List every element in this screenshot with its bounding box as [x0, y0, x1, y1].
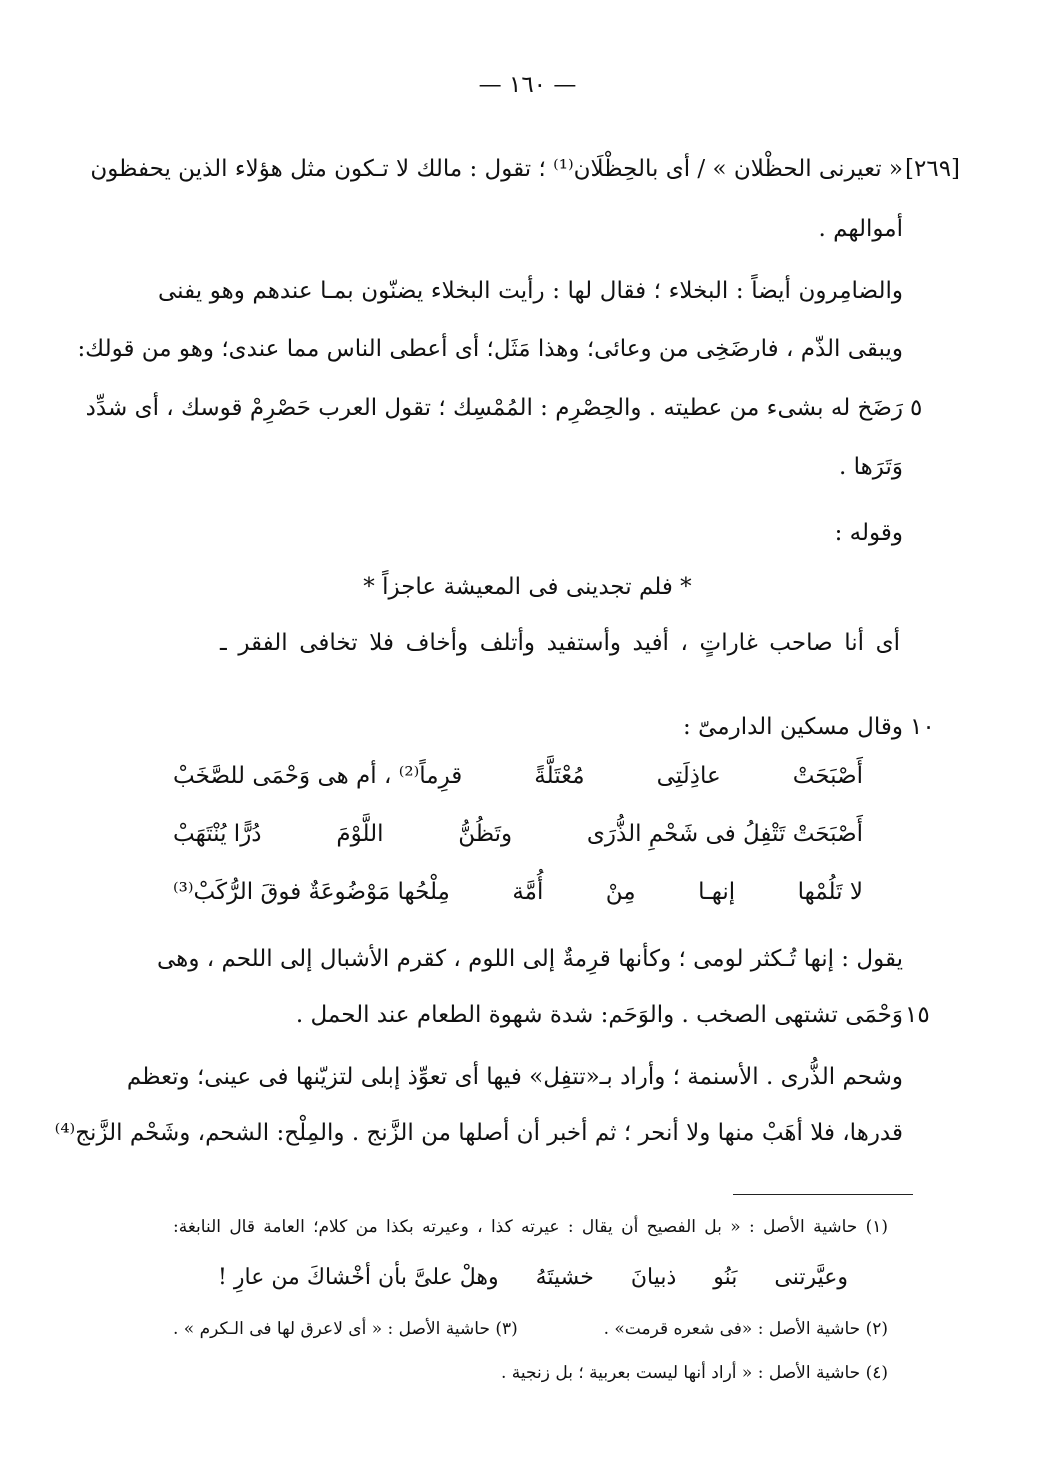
verse-word: مِنْ [605, 879, 636, 905]
poem-intro: وقال مسكين الدارمىّ : [683, 714, 903, 740]
quoted-hemistich: * فلم تجدينى فى المعيشة عاجزاً * [363, 574, 692, 600]
footnote-2-3 [173, 1312, 888, 1346]
verse-word: مِلْحُها مَوْضُوعَةٌ فوقَ الرُّكَبْ⁽³⁾ [173, 879, 450, 905]
page-number: — ١٦٠ — [478, 72, 577, 98]
poem-verse-3 [173, 868, 863, 916]
verse-word: قرِماً⁽²⁾ ، أم هى وَحْمَى للصَّخَبْ [173, 763, 463, 789]
poem-verse-2 [173, 810, 863, 858]
commentary-line-3: وشحم الذُّرى . الأسنمة ؛ وأراد بـ«تتفِل» فيها أى تعوِّذ إبلى لتزيّنها فى عينى؛ وتعظم [126, 1064, 903, 1090]
commentary-line-1: يقول : إنها تُـكثر لومى ؛ وكأنها قرِمةٌ إلى اللوم ، كقرم الأشبال إلى اللحم ، وهى [157, 946, 903, 972]
verse-word: خشيتَهُ [535, 1265, 594, 1290]
commentary-line-4: قدرها، فلا أهَبْ منها ولا أنحر ؛ ثم أخبر أن أصلها من الزَّنج . والمِلْح: الشحم، وشَحْم الزَّنج⁽⁴⁾ [54, 1120, 903, 1146]
footnote-separator [733, 1194, 913, 1195]
line-number-5: ٥ [910, 395, 923, 421]
body-line-6: وَتَرَها . [839, 454, 903, 480]
body-line-7: وقوله : [834, 520, 903, 546]
verse-word: إنهـا [698, 879, 736, 905]
verse-word: وهلْ علىَّ بأن أخْشاكَ من عارِ ! [218, 1265, 499, 1290]
verse-word: عاذِلَتِى [656, 763, 721, 789]
verse-word: أَصْبَحَتْ [792, 763, 863, 789]
verse-word: دُرًّا يُنْتَهَبْ [173, 821, 262, 847]
commentary-line-2: وَحْمَى تشتهى الصخب . والوَحَم: شدة شهوة الطعام عند الحمل . [295, 1002, 903, 1028]
gloss-line: أى أنا صاحب غاراتٍ ، أفيد وأستفيد وأتلف وأخاف فلا تخافى الفقر ـ [220, 630, 900, 656]
verse-word: مُعْتَلَّةً [534, 763, 585, 789]
poem-verse-1 [173, 752, 863, 800]
footnote-2: (٢) حاشية الأصل : «فى شعره قرمت» . [603, 1319, 888, 1339]
verse-word: اللَّوْمَ [336, 821, 384, 847]
body-line-5: رَضَخ له بشىء من عطيته . والحِصْرِم : المُمْسِك ؛ تقول العرب حَصْرِمْ قوسك ، أى شدِّد [85, 395, 903, 421]
footnote-1: (١) حاشية الأصل : « بل الفصيح أن يقال : عيرته كذا ، وعيرته بكذا من كلام؛ العامة قال النابغة: [173, 1217, 888, 1237]
body-line-4: ويبقى الذّم ، فارضَخِى من وعائى؛ وهذا مَثَل؛ أى أعطى الناس مما عندى؛ وهو من قولك: [77, 336, 903, 362]
line-number-15: ١٥ [905, 1002, 930, 1028]
line-number-10: ١٠ [910, 714, 935, 740]
footnote-1-verse [218, 1256, 848, 1300]
verse-word: وعيَّرتنى [774, 1265, 848, 1290]
footnote-4: (٤) حاشية الأصل : « أراد أنها ليست بعربية ؛ بل زنجية . [500, 1363, 888, 1383]
body-line-1: « تعيرنى الحظْلان » / أى بالحِظْلَان⁽¹⁾ ؛ تقول : مالك لا تـكون مثل هؤلاء الذين يحفظون [90, 156, 903, 182]
footnote-3: (٣) حاشية الأصل : « أى لاعرق لها فى الـكرم » . [173, 1319, 518, 1339]
body-line-2: أموالهم . [818, 216, 903, 242]
bracket-reference: [٢٦٩] [905, 156, 961, 182]
body-line-3: والضامِرون أيضاً : البخلاء ؛ فقال لها : رأيت البخلاء يضنّون بمـا عندهم وهو يفنى [158, 278, 903, 304]
verse-word: أُمَّة [512, 879, 544, 905]
verse-word: ذبيانَ [630, 1265, 677, 1290]
verse-word: وتَظُنُّ [458, 821, 513, 847]
verse-word: لا تَلُمْها [797, 879, 863, 905]
verse-word: بَنُو [713, 1265, 738, 1290]
verse-word: أَصْبَحَتْ تَتْفِلُ فى شَحْمِ الذُّرَى [586, 821, 863, 847]
